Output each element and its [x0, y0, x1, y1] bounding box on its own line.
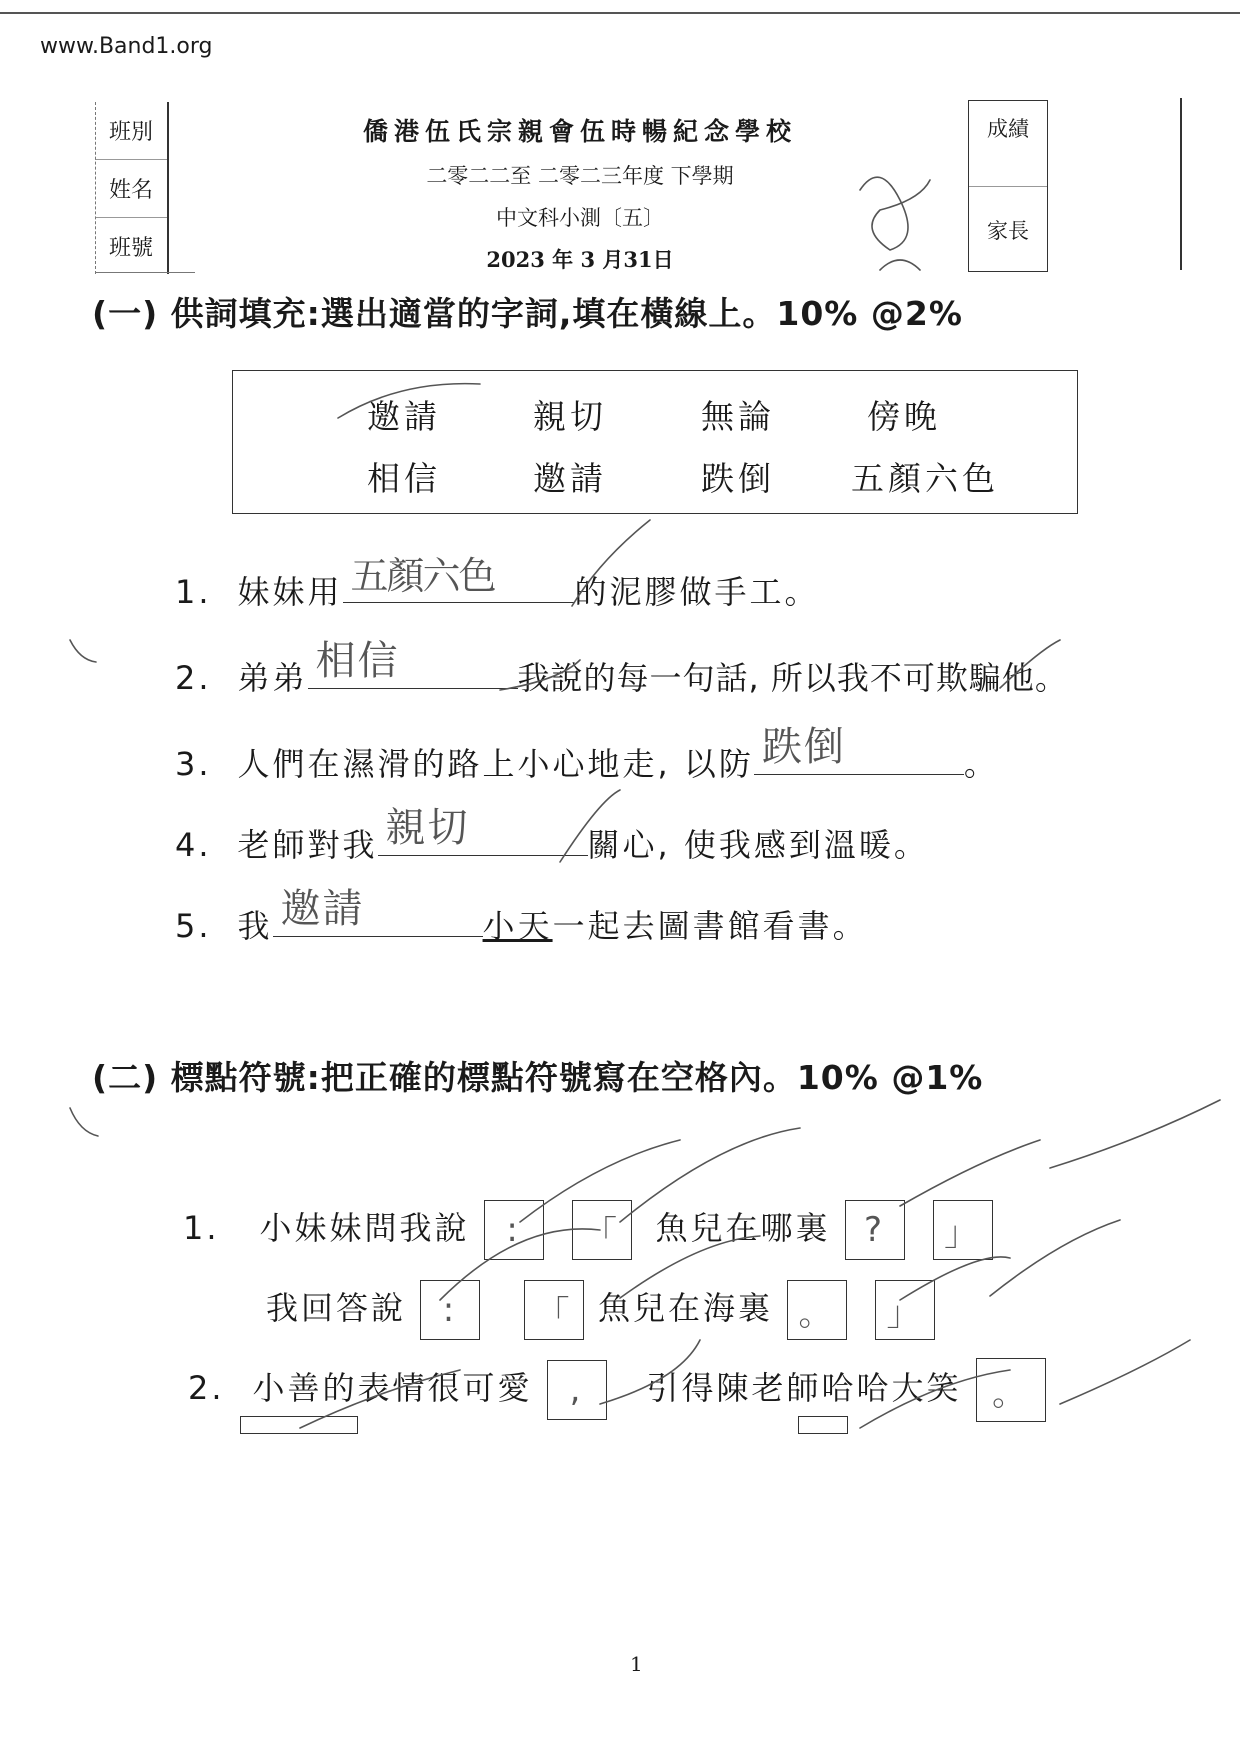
question-text-before: 弟弟	[237, 659, 308, 697]
handwritten-mark: 」	[886, 1293, 924, 1334]
header-left-rule-end	[95, 272, 195, 273]
name-label: 姓名	[95, 160, 167, 218]
question-text: 引得陳老師哈哈大笑	[646, 1369, 962, 1407]
class-number-label: 班號	[108, 236, 153, 261]
punctuation-box[interactable]	[933, 1200, 993, 1260]
question-text-after: 的泥膠做手工。	[574, 573, 820, 611]
question-text-after: 。	[963, 745, 999, 783]
word-bank-item: 五顏六色	[851, 459, 999, 498]
punct-question-2	[188, 1358, 1060, 1422]
student-info-fields	[95, 102, 169, 274]
test-date: 2023 年 3 月31日	[486, 247, 674, 272]
handwritten-answer: 相信	[315, 638, 400, 684]
word-bank-item: 邀請	[367, 397, 441, 436]
question-text-after: 我說的每一句話, 所以我不可欺騙他。	[517, 659, 1068, 697]
question-number: 2.	[175, 659, 212, 697]
site-url: www.Band1.org	[40, 34, 213, 59]
score-bracket	[1160, 98, 1182, 270]
tick-mark	[70, 1108, 98, 1136]
question-text: 小善的表情很可愛	[252, 1369, 533, 1407]
handwritten-answer: 邀請	[280, 886, 365, 932]
question-number: 4.	[175, 826, 212, 864]
check-mark	[900, 1140, 1040, 1206]
check-mark	[1060, 1340, 1190, 1404]
question-number: 1.	[175, 573, 212, 611]
handwritten-mark: ?	[864, 1210, 886, 1250]
answer-blank[interactable]	[754, 724, 964, 775]
question-text: 小妹妹問我說	[259, 1209, 470, 1247]
question-text: 魚兒在海裏	[598, 1289, 774, 1327]
punctuation-box[interactable]	[845, 1200, 905, 1260]
fill-question-5	[175, 886, 868, 947]
word-bank-item: 跌倒	[701, 459, 775, 498]
check-mark	[1050, 1100, 1220, 1168]
word-bank-item: 親切	[533, 397, 607, 436]
header-title-block	[220, 112, 940, 274]
question-number: 5.	[175, 907, 212, 945]
top-border-line	[0, 12, 1240, 14]
parent-label: 家長	[987, 218, 1029, 243]
handwritten-mark: :	[442, 1290, 458, 1330]
answer-blank[interactable]	[343, 554, 575, 603]
punctuation-box[interactable]	[787, 1280, 847, 1340]
handwritten-mark: ,	[569, 1370, 584, 1410]
question-text-after: 關心, 使我感到溫暖。	[587, 826, 929, 864]
proper-noun-underline-box	[240, 1416, 358, 1434]
punctuation-box[interactable]	[484, 1200, 544, 1260]
page-number: 1	[630, 1652, 643, 1676]
word-bank-box	[232, 370, 1078, 514]
fill-question-2	[175, 638, 1068, 699]
question-number: 3.	[175, 745, 212, 783]
question-text: 魚兒在哪裏	[655, 1209, 831, 1247]
section2-title: (二) 標點符號:把正確的標點符號寫在空格內。10% @1%	[92, 1058, 984, 1097]
punctuation-box[interactable]	[524, 1280, 584, 1340]
question-text: 我回答說	[266, 1289, 407, 1327]
question-text-before: 人們在濕滑的路上小心地走, 以防	[237, 745, 754, 783]
answer-blank[interactable]	[378, 805, 588, 856]
tick-mark	[70, 640, 96, 662]
section1-title: (一) 供詞填充:選出適當的字詞,填在橫線上。10% @2%	[92, 294, 963, 333]
fill-question-4	[175, 805, 929, 866]
word-bank-item: 傍晚	[867, 397, 941, 436]
question-number: 2.	[188, 1369, 225, 1407]
handwritten-mark: 「	[583, 1213, 621, 1254]
question-number: 1.	[183, 1209, 220, 1247]
answer-blank[interactable]	[308, 638, 518, 689]
punctuation-box[interactable]	[420, 1280, 480, 1340]
school-name: 僑港伍氏宗親會伍時暢紀念學校	[362, 117, 797, 146]
punct-question-1-line-2	[266, 1280, 949, 1340]
answer-blank[interactable]	[273, 886, 483, 937]
underlined-name: 小天	[482, 907, 553, 945]
question-text-after: 一起去圖書館看書。	[552, 907, 868, 945]
punctuation-box[interactable]	[976, 1358, 1046, 1422]
school-year: 二零二二至 二零二三年度 下學期	[426, 164, 734, 188]
word-bank-item: 無論	[701, 397, 775, 436]
question-text-before: 我	[237, 907, 273, 945]
grade-fields	[968, 100, 1048, 272]
handwritten-mark: :	[506, 1210, 521, 1250]
test-subject: 中文科小測〔五〕	[496, 206, 664, 230]
punct-question-1-line-1	[183, 1200, 1007, 1260]
word-bank-item: 相信	[367, 459, 441, 498]
fill-question-3	[175, 724, 999, 785]
score-label: 成績	[969, 101, 1047, 187]
question-text-before: 妹妹用	[237, 573, 343, 611]
word-bank-item: 邀請	[533, 459, 607, 498]
punctuation-box[interactable]	[572, 1200, 632, 1260]
fill-question-1	[175, 554, 820, 613]
class-label: 班別	[95, 102, 167, 160]
header-left-rule	[95, 102, 96, 274]
punctuation-box[interactable]	[547, 1360, 607, 1420]
handwritten-mark: 。	[798, 1293, 836, 1334]
check-mark	[990, 1220, 1120, 1296]
question-text-before: 老師對我	[237, 826, 378, 864]
punctuation-box[interactable]	[875, 1280, 935, 1340]
handwritten-answer: 親切	[385, 805, 470, 851]
handwritten-answer: 五顏六色	[350, 554, 495, 598]
handwritten-mark: 「	[535, 1293, 573, 1334]
handwritten-mark: 」	[944, 1213, 982, 1254]
proper-noun-underline-box	[798, 1416, 848, 1434]
handwritten-mark: 。	[992, 1373, 1030, 1414]
handwritten-answer: 跌倒	[761, 724, 846, 770]
